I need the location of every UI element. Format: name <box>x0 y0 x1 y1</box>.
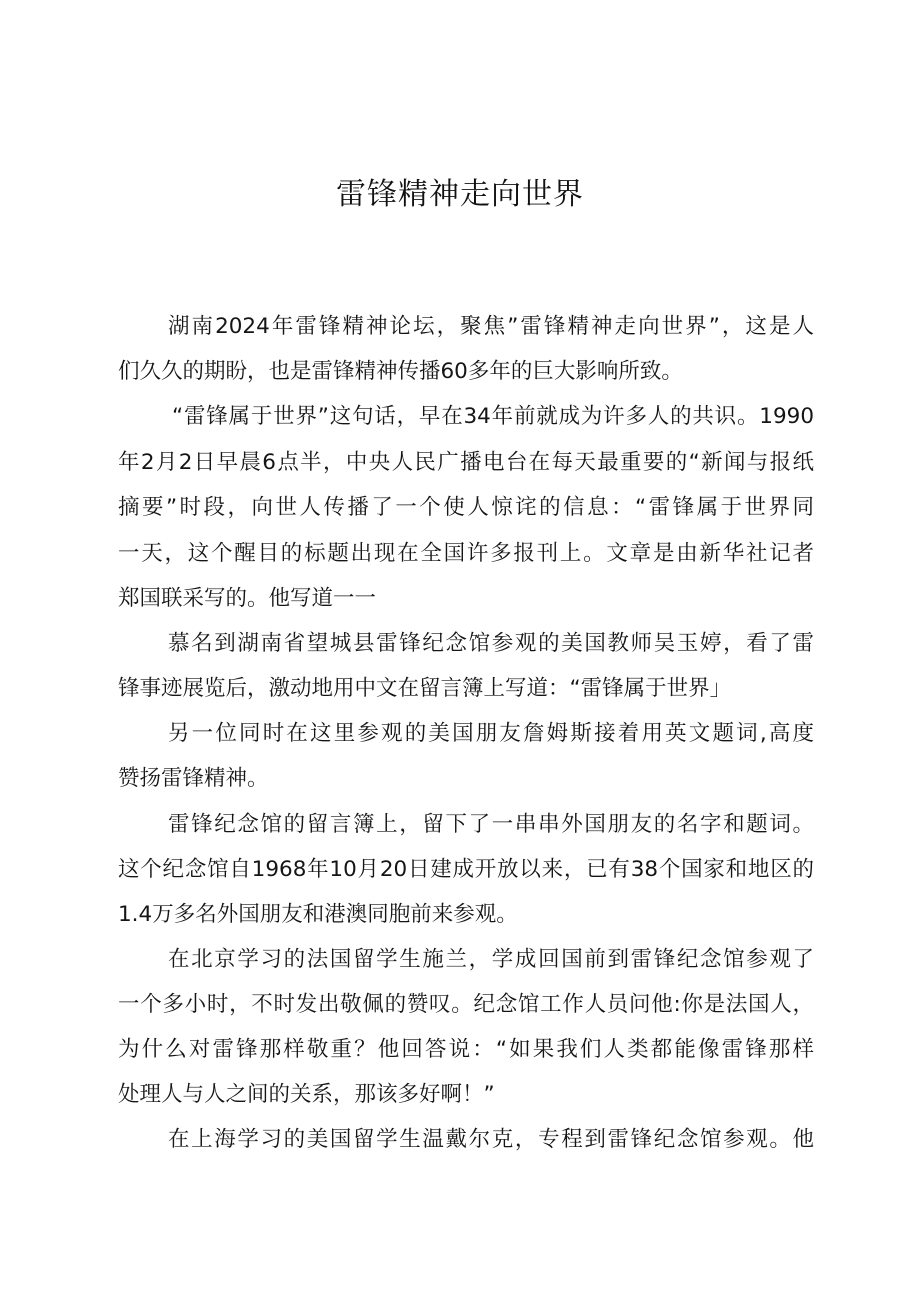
text-line: 郑国联采写的。他写道一一 <box>118 586 377 611</box>
text-line: 赞扬雷锋精神。 <box>118 766 269 791</box>
text-line: 在上海学习的美国留学生温戴尔克，专程到雷锋纪念馆参观。他 <box>168 1127 814 1152</box>
text-line: 1.4万多名外国朋友和港澳同胞前来参观。 <box>118 902 518 927</box>
text-line: 一天，这个醒目的标题出现在全国许多报刊上。文章是由新华社记者 <box>118 541 814 566</box>
text-line: 锋事迹展览后，激动地用中文在留言簿上写道：“雷锋属于世界」 <box>118 676 732 701</box>
text-line: 们久久的期盼，也是雷锋精神传播60多年的巨大影响所致。 <box>118 359 683 384</box>
text-line: 湖南2024年雷锋精神论坛，聚焦”雷锋精神走向世界”，这是人 <box>168 314 814 339</box>
text-line: “雷锋属于世界”这句话，早在34年前就成为许多人的共识。1990 <box>172 404 814 429</box>
document-title: 雷锋精神走向世界 <box>336 177 584 212</box>
text-line: 为什么对雷锋那样敬重？他回答说：“如果我们人类都能像雷锋那样 <box>118 1037 814 1062</box>
text-line: 另一位同时在这里参观的美国朋友詹姆斯接着用英文题词,高度 <box>168 721 814 746</box>
text-line: 这个纪念馆自1968年10月20日建成开放以来，已有38个国家和地区的 <box>118 857 814 882</box>
text-line: 慕名到湖南省望城县雷锋纪念馆参观的美国教师吴玉婷，看了雷 <box>168 631 814 656</box>
text-line: 在北京学习的法国留学生施兰，学成回国前到雷锋纪念馆参观了 <box>168 947 814 972</box>
text-line: 年2月2日早晨6点半，中央人民广播电台在每天最重要的“新闻与报纸 <box>118 450 814 475</box>
text-line: 摘要”时段，向世人传播了一个使人惊诧的信息：“雷锋属于世界同 <box>118 495 814 520</box>
text-line: 雷锋纪念馆的留言簿上，留下了一串串外国朋友的名字和题词。 <box>168 812 814 837</box>
text-line: 处理人与人之间的关系，那该多好啊！” <box>118 1082 495 1107</box>
text-line: 一个多小时，不时发出敬佩的赞叹。纪念馆工作人员问他:你是法国人， <box>118 992 814 1017</box>
